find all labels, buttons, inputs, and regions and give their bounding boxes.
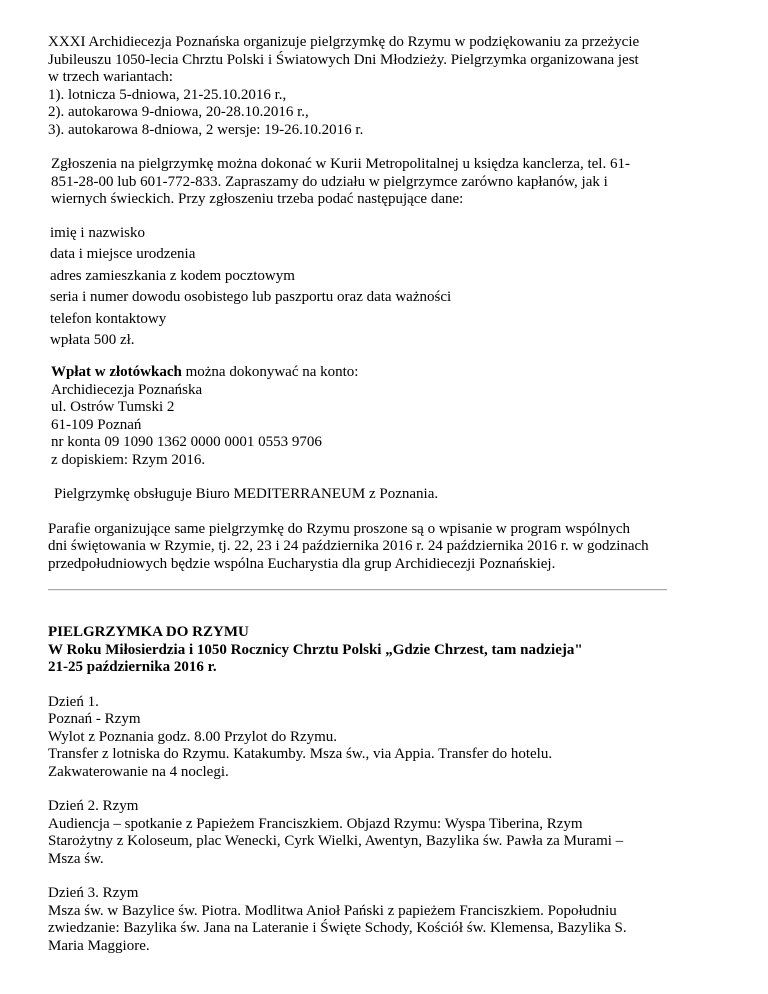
list-item: wpłata 500 zł. bbox=[50, 332, 135, 349]
parishes-line: przedpołudniowych będzie wspólna Eucharystia dla grup Archidiecezji Poznańskiej. bbox=[48, 555, 556, 572]
day-line: Zakwaterowanie na 4 noclegi. bbox=[48, 763, 229, 780]
list-item: adres zamieszkania z kodem pocztowym bbox=[50, 267, 295, 284]
day-line: Wylot z Poznania godz. 8.00 Przylot do Rzymu. bbox=[48, 728, 338, 745]
intro-line: Jubileuszu 1050-lecia Chrztu Polski i Światowych Dni Młodzieży. Pielgrzymka organizowana jest bbox=[48, 51, 639, 68]
account-note: z dopiskiem: Rzym 2016. bbox=[51, 451, 206, 468]
payment-lead-rest: można dokonywać na konto: bbox=[181, 364, 359, 381]
payment-lead bbox=[51, 364, 678, 382]
list-item: data i miejsce urodzenia bbox=[50, 246, 196, 263]
parishes-line: Parafie organizujące same pielgrzymkę do Rzymu proszone są o wpisanie w program wspólnych bbox=[48, 520, 631, 537]
payment-paragraph bbox=[48, 364, 678, 469]
account-number: nr konta 09 1090 1362 0000 0001 0553 9706 bbox=[51, 434, 322, 451]
day-3-block bbox=[48, 885, 678, 955]
variant-2: 2). autokarowa 9-dniowa, 20-28.10.2016 r., bbox=[48, 104, 309, 120]
day-line: Transfer z lotniska do Rzymu. Katakumby. Msza św., via Appia. Transfer do hotelu. bbox=[48, 746, 553, 763]
intro-line: XXXI Archidiecezja Poznańska organizuje pielgrzymkę do Rzymu w podziękowaniu za przeżycie bbox=[48, 34, 640, 50]
agency-paragraph: Pielgrzymkę obsługuje Biuro MEDITERRANEUM z Poznania. bbox=[54, 486, 439, 503]
list-item: seria i numer dowodu osobistego lub paszportu oraz data ważności bbox=[50, 289, 452, 306]
day-1-block bbox=[48, 694, 678, 782]
account-holder: Archidiecezja Poznańska bbox=[51, 381, 203, 398]
account-street: ul. Ostrów Tumski 2 bbox=[51, 399, 175, 416]
program-title: PIELGRZYMKA DO RZYMU bbox=[48, 624, 249, 641]
list-item: telefon kontaktowy bbox=[50, 310, 167, 327]
payment-lead-bold: Wpłat w złotówkach bbox=[51, 364, 182, 381]
variant-1: 1). lotnicza 5-dniowa, 21-25.10.2016 r., bbox=[48, 86, 287, 103]
horizontal-divider bbox=[48, 589, 667, 591]
list-item: imię i nazwisko bbox=[50, 224, 145, 241]
intro-paragraph bbox=[48, 34, 678, 139]
day-line: Audiencja – spotkanie z Papieżem Franciszkiem. Objazd Rzymu: Wyspa Tiberina, Rzym bbox=[48, 815, 583, 832]
day-heading: Dzień 3. Rzym bbox=[48, 885, 139, 902]
parishes-line: dni świętowania w Rzymie, tj. 22, 23 i 24 października 2016 r. 24 października 2016 r. w godzinach bbox=[48, 538, 649, 555]
day-line: Msza św. bbox=[48, 850, 104, 867]
day-2-block bbox=[48, 798, 678, 868]
parishes-paragraph bbox=[48, 521, 678, 574]
account-city: 61-109 Poznań bbox=[51, 416, 142, 433]
registration-line: wiernych świeckich. Przy zgłoszeniu trzeba podać następujące dane: bbox=[51, 191, 464, 207]
registration-paragraph bbox=[48, 156, 678, 209]
day-line: Poznań - Rzym bbox=[48, 711, 141, 728]
day-heading: Dzień 1. bbox=[48, 693, 99, 710]
program-dates: 21-25 października 2016 r. bbox=[48, 659, 217, 676]
day-line: Starożytny z Koloseum, plac Wenecki, Cyrk Wielki, Awentyn, Bazylika św. Pawła za Murami – bbox=[48, 833, 624, 850]
day-line: Maria Maggiore. bbox=[48, 937, 150, 954]
variant-3: 3). autokarowa 8-dniowa, 2 wersje: 19-26.10.2016 r. bbox=[48, 121, 364, 138]
registration-line: Zgłoszenia na pielgrzymkę można dokonać w Kurii Metropolitalnej u księdza kanclerza, tel. 61- bbox=[51, 156, 630, 172]
program-header bbox=[48, 624, 678, 677]
document-page bbox=[48, 34, 678, 972]
registration-line: 851-28-00 lub 601-772-833. Zapraszamy do udziału w pielgrzymce zarówno kapłanów, jak i bbox=[51, 173, 608, 190]
program-subtitle: W Roku Miłosierdzia i 1050 Rocznicy Chrztu Polski „Gdzie Chrzest, tam nadzieja" bbox=[48, 641, 583, 658]
day-line: Msza św. w Bazylice św. Piotra. Modlitwa Anioł Pański z papieżem Franciszkiem. Popołudniu bbox=[48, 902, 617, 919]
day-heading: Dzień 2. Rzym bbox=[48, 798, 139, 815]
intro-line: w trzech wariantach: bbox=[48, 69, 173, 85]
required-data-list bbox=[48, 223, 678, 353]
day-line: zwiedzanie: Bazylika św. Jana na Lateranie i Święte Schody, Kościół św. Klemensa, Bazylika S. bbox=[48, 920, 627, 937]
